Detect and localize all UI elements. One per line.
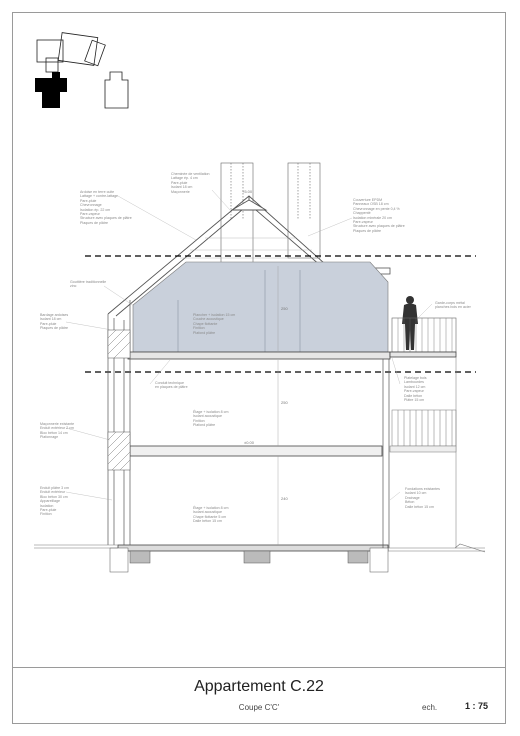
annotation-line: Panneaux OSB 18 cm <box>353 202 389 207</box>
annotation-foundation-right <box>405 487 440 509</box>
annotation-room-lower <box>193 506 228 524</box>
annotation-line: Structure avec plaques de plâtre <box>353 224 405 229</box>
annotation-line: Dalle béton <box>404 393 423 398</box>
annotation-line: Isolant 10 cm <box>405 491 427 496</box>
annotation-room-middle <box>193 410 228 428</box>
annotation-ceiling-technique <box>155 381 188 390</box>
annotation-room-upper <box>193 313 235 335</box>
scale-value: 1 : 75 <box>465 701 489 711</box>
annotation-terrace-floor <box>404 376 427 402</box>
annotation-line: planches bois en acier <box>435 305 471 310</box>
annotation-line: Plafond plâtre <box>193 423 216 428</box>
annotation-wall-upper <box>40 313 68 331</box>
annotation-line: Dalle béton 15 cm <box>405 504 434 509</box>
annotation-line: Chappenté <box>353 211 371 216</box>
annotation-line: Enduit extérieur 2 cm <box>40 426 74 431</box>
annotation-line: Pare-pluie <box>80 198 97 203</box>
annotation-line: Chape flottante 5 cm <box>193 514 227 519</box>
annotation-line: Chevronnage <box>80 203 102 208</box>
annotation-roof-left <box>80 190 132 225</box>
drawing-title: Appartement C.22 <box>194 678 324 695</box>
annotation-roof-right <box>353 198 405 233</box>
annotation-line: Maçonnerie existante <box>40 422 75 426</box>
annotation-line: Isolation <box>40 503 54 508</box>
annotation-line: Isolant 12 cm <box>404 384 426 389</box>
keyplan-block-black <box>35 72 67 108</box>
annotation-line: Ardoise en terre cuite <box>80 190 115 194</box>
annotation-line: Fondations existantes <box>405 487 440 491</box>
annotation-line: Plaques de plâtre <box>40 326 68 331</box>
annotation-line: Plancher + isolation 15 cm <box>193 313 236 317</box>
apartment-shaded <box>133 262 388 352</box>
level-mid: ±0.00 <box>244 440 254 445</box>
annotation-line: Pare-vapeur <box>404 389 424 394</box>
annotation-line: Chevronnage en pente 0,4 % <box>353 206 400 211</box>
scale-label: ech. <box>422 703 438 712</box>
annotation-line: Isolant 18 cm <box>171 185 193 190</box>
annotation-gutter <box>70 280 106 289</box>
annotation-line: Couverture EPDM <box>353 198 383 202</box>
drawing-subtitle: Coupe C'C' <box>238 703 280 712</box>
annotation-line: Étage + isolation 8 cm <box>193 410 229 414</box>
annotation-line: Pare-vapeur <box>353 220 373 225</box>
terrace-railing <box>392 318 456 352</box>
wall-hatch <box>108 330 130 470</box>
annotation-line: Structure avec plaques de plâtre <box>80 216 132 221</box>
annotation-line: Couche acoustique <box>193 317 224 322</box>
annotation-line: Lambourdes <box>404 380 424 385</box>
annotation-line: Plaques de plâtre <box>80 220 108 225</box>
dimension-upper: 250 <box>281 306 288 311</box>
annotation-line: Pare-vapeur <box>80 212 100 217</box>
annotation-line: Pare-pluie <box>40 508 57 513</box>
annotation-line: Isolant acoustique <box>193 414 222 419</box>
annotation-line: Lattage + contre-lattage <box>80 194 119 199</box>
level-top: +5.00 <box>242 189 253 194</box>
annotation-line: Enduit extérieur <box>40 490 66 495</box>
annotation-line: Conduit technique <box>155 381 184 385</box>
annotation-line: Pare-pluie <box>171 180 188 185</box>
annotation-line: Bloc béton 14 cm <box>40 430 68 435</box>
annotation-line: Pare-pluie <box>40 321 57 326</box>
annotation-line: Enduit plâtre 3 cm <box>40 486 69 490</box>
annotation-line: Béton <box>405 500 415 505</box>
dimension-middle: 250 <box>281 400 288 405</box>
title-block <box>12 667 506 724</box>
keyplan-outline <box>37 33 105 72</box>
annotation-line: Isolation ép. 22 cm <box>80 207 111 212</box>
annotation-line: zinc <box>70 284 77 289</box>
annotation-line: Drainage <box>405 495 420 500</box>
annotation-line: Dalle béton 15 cm <box>193 519 222 524</box>
annotation-wall-middle <box>40 422 74 440</box>
annotation-line: Bardage ardoises <box>40 313 69 317</box>
annotation-line: Lattage ép. 4 cm <box>171 176 198 181</box>
annotation-line: Maçonnerie <box>171 189 190 194</box>
annotation-line: Cheminée de ventilation <box>171 172 210 176</box>
annotation-line: en plaques de plâtre <box>155 385 188 390</box>
annotation-line: Chape flottante <box>193 321 218 326</box>
keyplan-block-outline <box>105 72 128 108</box>
annotation-terrace <box>435 301 471 310</box>
dimension-lower: 240 <box>281 496 288 501</box>
annotation-line: Isolation minérale 20 cm <box>353 215 392 220</box>
annotation-line: Étage + isolation 8 cm <box>193 506 229 510</box>
annotation-line: Appareillage <box>40 499 60 504</box>
annotation-line: Gouttière traditionnelle <box>70 280 107 284</box>
annotation-line: Garde-corps métal <box>435 301 465 305</box>
annotation-wall-lower <box>40 486 69 517</box>
annotation-line: Finition <box>40 512 52 517</box>
annotation-line: Platelage bois <box>404 376 427 380</box>
foundations <box>110 548 388 572</box>
annotation-line: Finition <box>193 418 205 423</box>
annotation-line: Plafond plâtre <box>193 330 216 335</box>
annotation-line: Plaques de plâtre <box>353 228 381 233</box>
annotation-line: Bloc béton 30 cm <box>40 494 68 499</box>
annotation-line: Isolant 18 cm <box>40 317 62 322</box>
annotation-line: Plafonnage <box>40 435 59 440</box>
annotation-line: Isolant acoustique <box>193 510 222 515</box>
annotation-line: Plâtre 15 cm <box>404 398 425 403</box>
annotation-chimney <box>171 172 210 194</box>
annotation-line: Finition <box>193 326 205 331</box>
